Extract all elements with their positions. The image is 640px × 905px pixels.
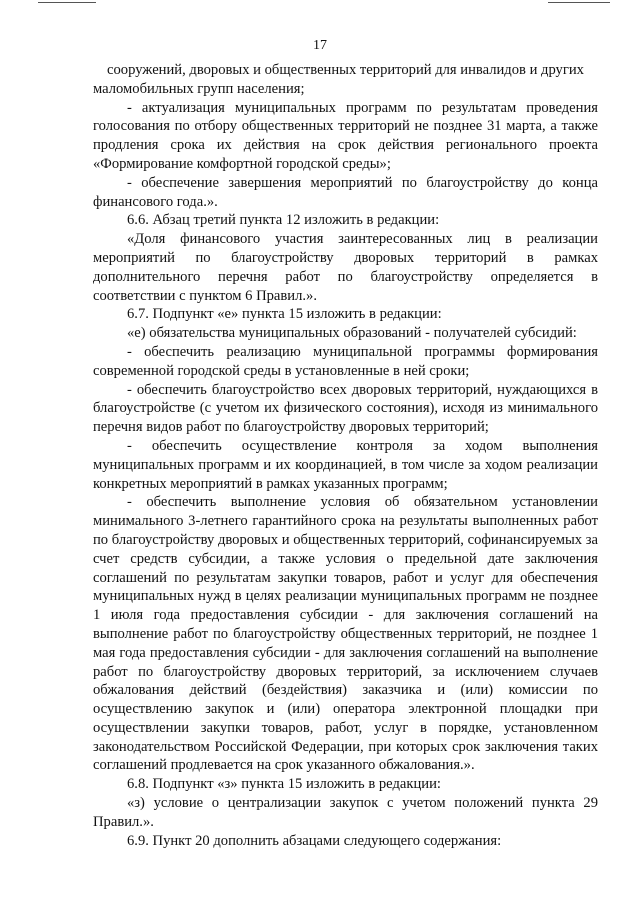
paragraph-6-8: 6.8. Подпункт «з» пункта 15 изложить в редакции: [127, 776, 441, 793]
paragraph: - актуализация муниципальных программ по результатам проведения голосования по отбору общественных территорий не позднее 31 марта, а также продления срока их действия на срок действия регионального проекта «Формирование комфортной городской среды»; [93, 99, 598, 172]
document-body [93, 61, 598, 850]
paragraph: - обеспечить осуществление контроля за ходом выполнения муниципальных программ и их координацией, в том числе за ходом реализации конкретных мероприятий в рамках указанных программ; [93, 437, 598, 492]
paragraph-6-7: 6.7. Подпункт «е» пункта 15 изложить в редакции: [127, 306, 442, 323]
page-number: 17 [313, 38, 327, 53]
paragraph-continuation: сооружений, дворовых и общественных территорий для инвалидов и других маломобильных групп населения; [93, 62, 584, 97]
paragraph: - обеспечить благоустройство всех дворовых территорий, нуждающихся в благоустройстве (с учетом их физического состояния), исходя из минимального перечня видов работ по благоустройству дворовых территорий; [93, 381, 598, 436]
paragraph-6-9: 6.9. Пункт 20 дополнить абзацами следующего содержания: [127, 832, 502, 849]
paragraph: - обеспечить реализацию муниципальной программы формирования современной городской среды в установленные в ней сроки; [93, 343, 598, 379]
paragraph-6-6: 6.6. Абзац третий пункта 12 изложить в редакции: [127, 212, 440, 229]
paragraph: - обеспечить выполнение условия об обязательном установлении минимального 3-летнего гарантийного срока на результаты выполненных работ по благоустройству дворовых и общественных территорий, софинансируемых за счет средств субсидии, а также условия о предельной дате заключения соглашений по результатам закупки товаров, работ и услуг для обеспечения муниципальных нужд в целях реализации муниципальных программ не позднее 1 июля года предоставления субсидии - для заключения соглашений на выполнение работ по благоустройству общественных территорий, не позднее 1 мая года предоставления субсидии - для заключения соглашений на выполнение работ по благоустройству дворовых территорий, за исключением случаев обжалования действий (бездействия) заказчика и (или) комиссии по осуществлению закупок и (или) оператора электронной площадки при осуществлении закупки товаров, работ, услуг в порядке, установленном законодательством Российской Федерации, при которых срок заключения таких соглашений продлевается на срок указанного обжалования.». [93, 494, 598, 774]
paragraph: «Доля финансового участия заинтересованных лиц в реализации мероприятий по благоустройству дворовых территорий в рамках дополнительного перечня работ по благоустройству определяется в соответствии с пунктом 6 Правил.». [93, 231, 598, 304]
paragraph: «з) условие о централизации закупок с учетом положений пункта 29 Правил.». [93, 795, 598, 830]
paragraph: «е) обязательства муниципальных образований - получателей субсидий: [127, 325, 577, 342]
header-rule-right [548, 2, 610, 3]
header-rule-left [38, 2, 96, 3]
paragraph: - обеспечение завершения мероприятий по благоустройству до конца финансового года.». [93, 174, 598, 210]
